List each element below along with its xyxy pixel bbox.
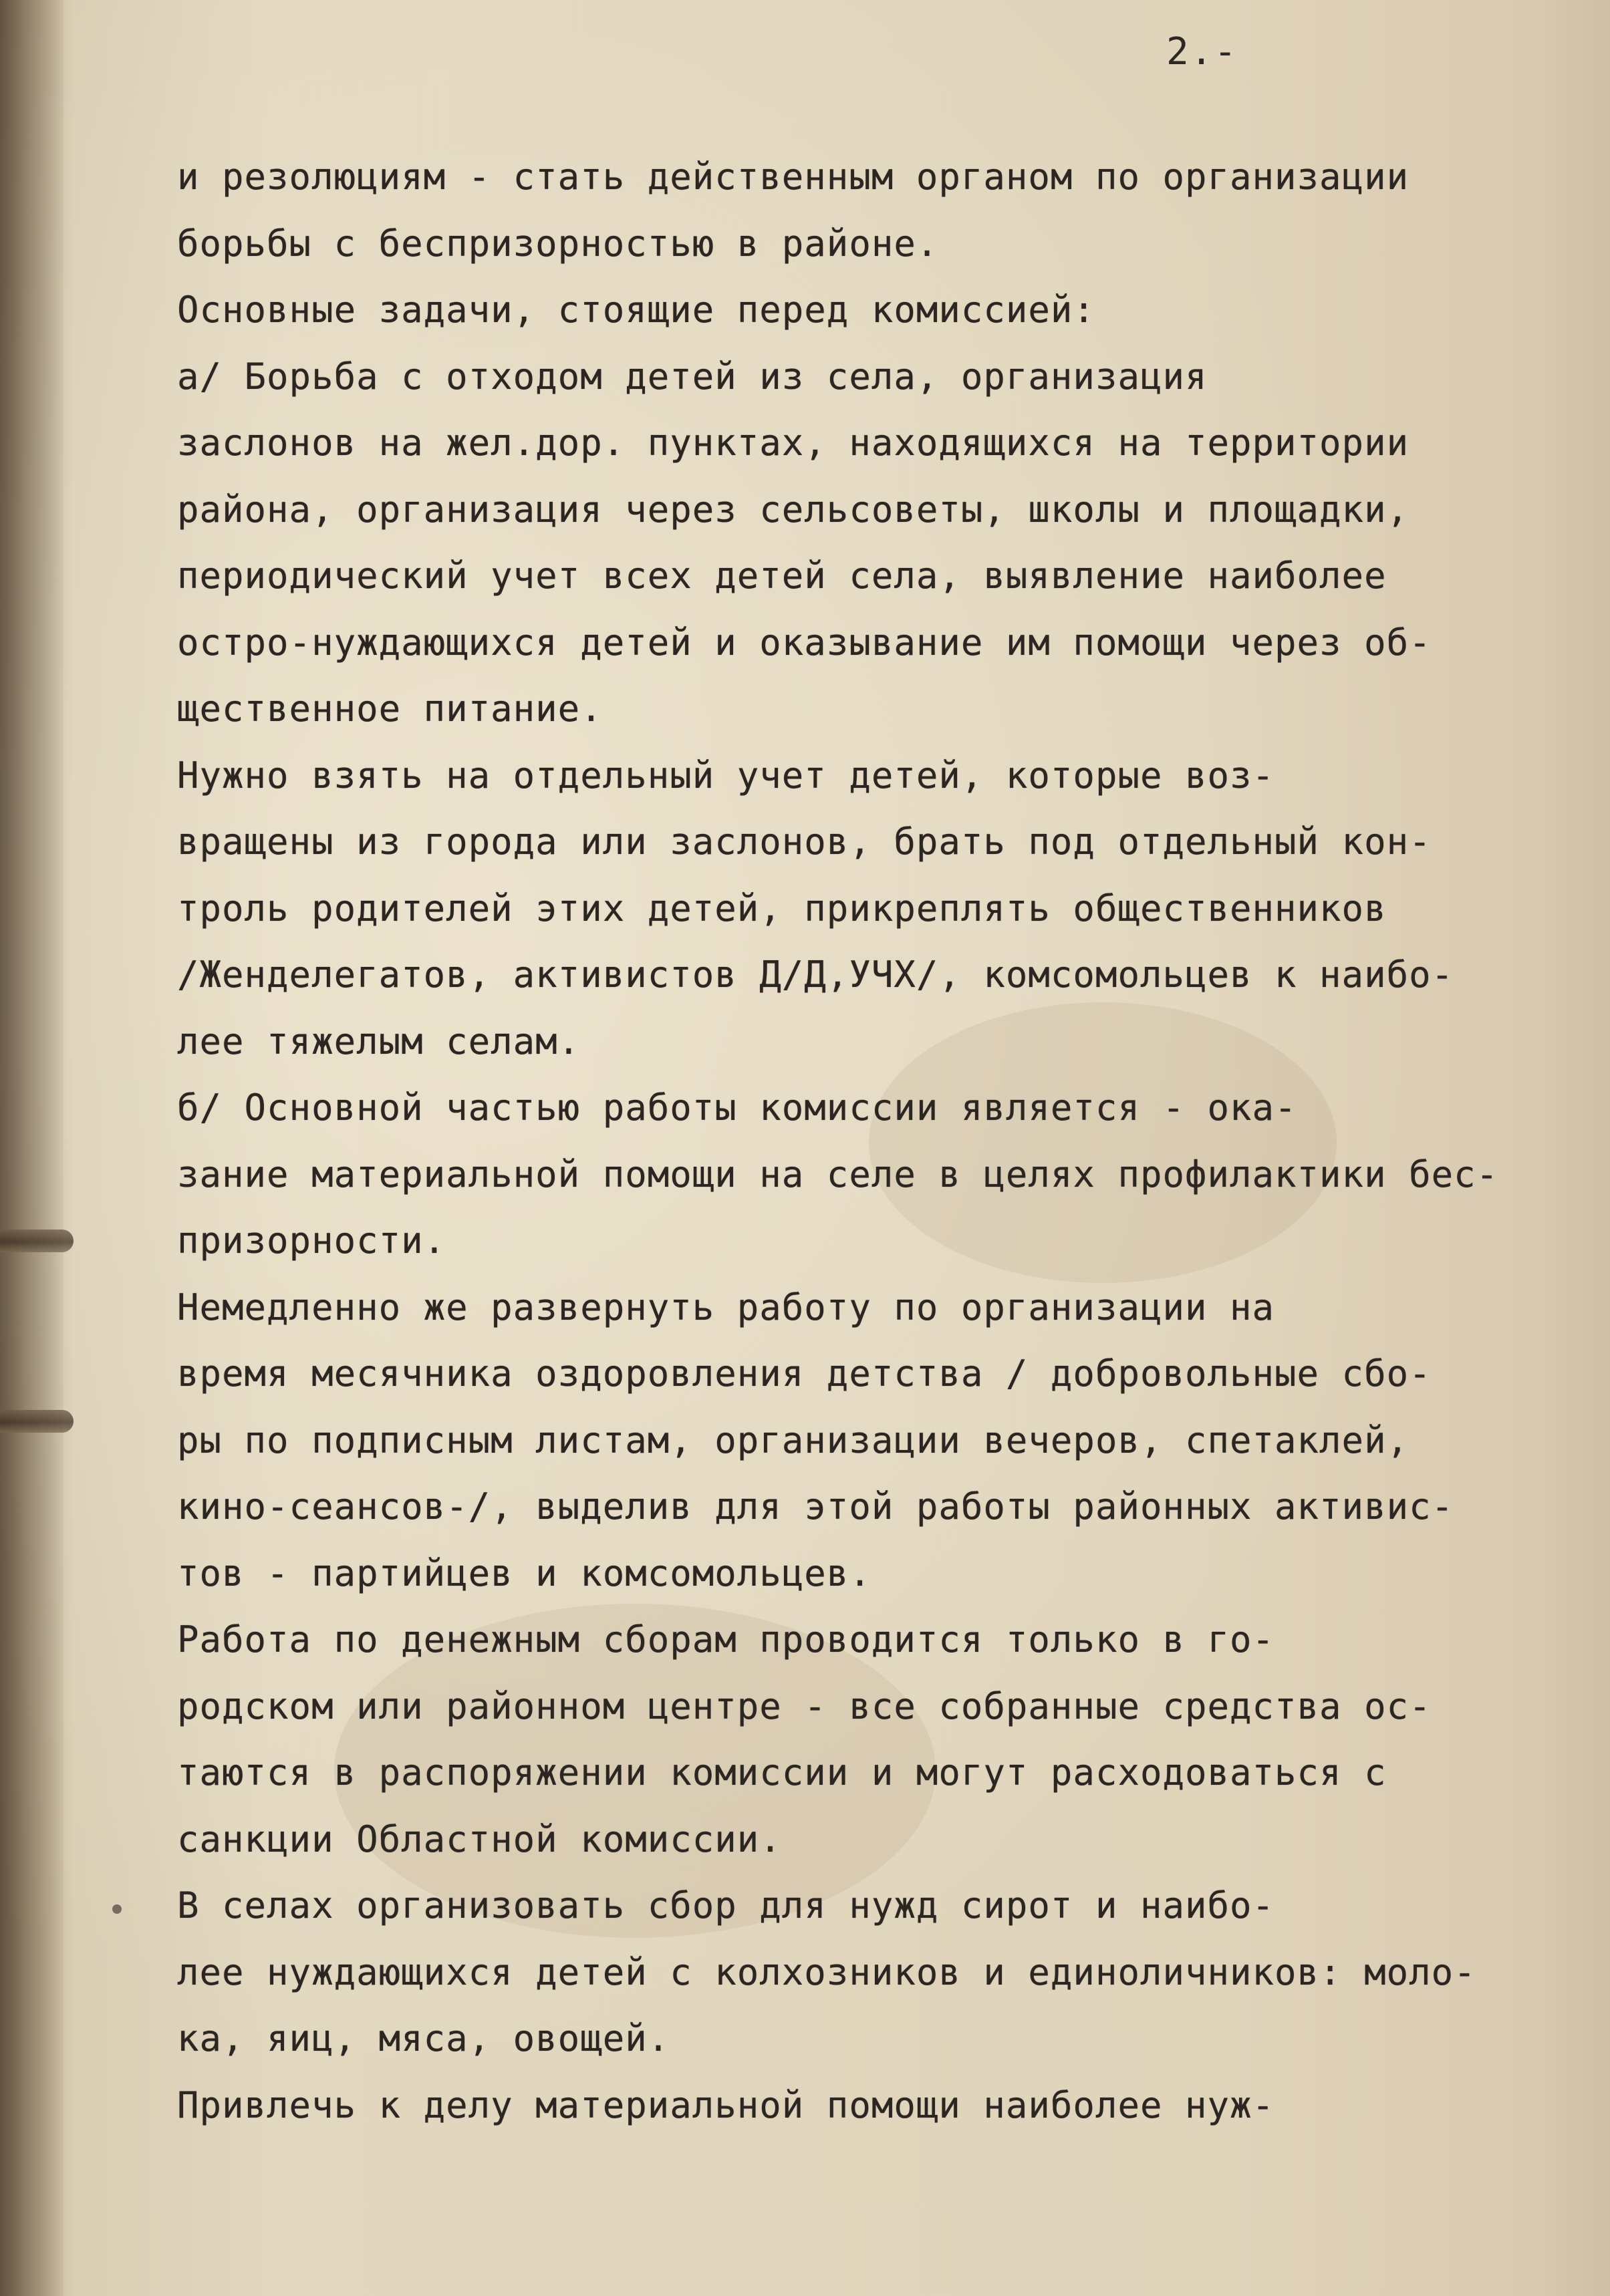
text-line: ка, яиц, мяса, овощей. — [177, 2017, 670, 2059]
text-line: кино-сеансов-/, выделив для этой работы районных активис- — [177, 1485, 1454, 1528]
text-line: зание материальной помощи на селе в целях профилактики бес- — [177, 1153, 1499, 1195]
text-line: заслонов на жел.дор. пунктах, находящихся на территории — [177, 422, 1410, 464]
text-line: тов - партийцев и комсомольцев. — [177, 1552, 871, 1594]
text-line: Нужно взять на отдельный учет детей, которые воз- — [177, 754, 1275, 797]
binding-ring-top — [0, 1230, 74, 1252]
text-line: родском или районном центре - все собранные средства ос- — [177, 1685, 1432, 1727]
text-line: В селах организовать сбор для нужд сирот и наибо- — [177, 1884, 1275, 1926]
page-number: 2.- — [1166, 30, 1238, 74]
margin-dot — [112, 1904, 122, 1914]
text-line: /Женделегатов, активистов Д/Д,УЧХ/, комсомольцев к наибо- — [177, 954, 1454, 996]
binding-ring-bottom — [0, 1410, 74, 1433]
text-line: периодический учет всех детей села, выявление наиболее — [177, 555, 1387, 597]
text-line: а/ Борьба с отходом детей из села, организация — [177, 355, 1208, 398]
text-line: б/ Основной частью работы комиссии является - ока- — [177, 1087, 1297, 1129]
text-line: лее нуждающихся детей с колхозников и единоличников: моло- — [177, 1951, 1476, 1993]
text-line: борьбы с беспризорностью в районе. — [177, 222, 939, 265]
text-line: и резолюциям - стать действенным органом по организации — [177, 156, 1410, 198]
text-line: Работа по денежным сборам проводится только в го- — [177, 1618, 1275, 1661]
text-line: Привлечь к делу материальной помощи наиболее нуж- — [177, 2084, 1275, 2126]
binding-shadow — [0, 0, 63, 2296]
text-line: таются в распоряжении комиссии и могут расходоваться с — [177, 1751, 1387, 1793]
text-line: Немедленно же развернуть работу по организации на — [177, 1286, 1275, 1328]
text-line: санкции Областной комиссии. — [177, 1818, 782, 1860]
text-line: вращены из города или заслонов, брать под отдельный кон- — [177, 821, 1432, 863]
text-line: лее тяжелым селам. — [177, 1020, 581, 1062]
text-line: троль родителей этих детей, прикреплять общественников — [177, 887, 1387, 929]
text-line: призорности. — [177, 1219, 446, 1262]
text-line: Основные задачи, стоящие перед комиссией: — [177, 289, 1095, 331]
text-line: остро-нуждающихся детей и оказывание им помощи через об- — [177, 621, 1432, 664]
text-line: щественное питание. — [177, 688, 603, 730]
text-line: района, организация через сельсоветы, школы и площадки, — [177, 488, 1410, 531]
typewritten-text-block — [177, 144, 1497, 2138]
text-line: время месячника оздоровления детства / добровольные сбо- — [177, 1352, 1432, 1395]
text-line: ры по подписным листам, организации вечеров, спетаклей, — [177, 1419, 1410, 1461]
